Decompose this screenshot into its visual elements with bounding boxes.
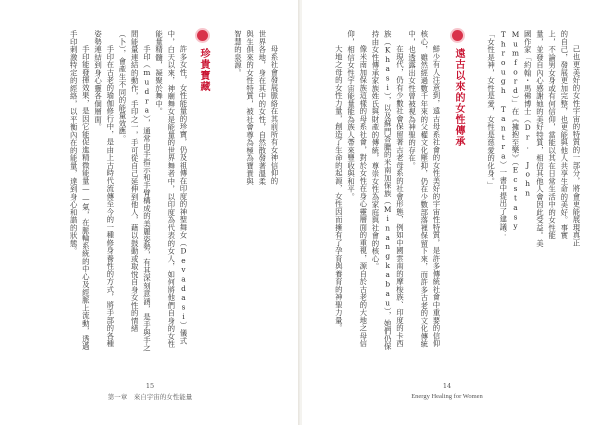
left-paragraph-1: 許多女性，女性能量的珍寶，仍及祖傳在印度的神聖舞女（Devadasi）儀式中，白天以來，神廟舞女是能量的世界舞者中，以印度為代表的女人，如何將他們自身的女性能量精髓，凝聚於舞中。 <box>154 30 188 348</box>
right-body-text <box>322 30 442 352</box>
page-number: 14 <box>442 382 452 390</box>
right-footer <box>392 382 502 400</box>
right-paragraph-1: 鮮少有人注意到，遠古母系社會的女性美好的宇宙性特質，是許多傳統社會中重要的信仰核心，雖然經過數千年來的父權文化壓抑，仍在少數部落裡保留下來，而許多古老的文化傳統中，也透露出女性曾被視為神聖的存在。 <box>407 30 441 348</box>
right-page <box>302 0 600 425</box>
left-paragraph-4: 手印能發揮效果，是因它能促進精微能量——氣，在脈輪系統的中心及經脈上流動，透過手印刺激特定的經絡，以平衡內在的能量，達到身心和諧的狀態。 <box>69 30 91 351</box>
section-heading-right: 遠古以來的女性傳承 <box>453 48 464 147</box>
running-title: 第一章 來自宇宙的女性能量 <box>107 393 193 401</box>
left-footer <box>95 382 205 401</box>
running-title: Energy Healing for Women <box>411 393 483 400</box>
left-paragraph-3: 手印在古老的瑜伽修行中，是由上古時代流傳至今的一種修身養性的方式，將手部的各種姿勢連結到身心靈各個層面。 <box>93 30 115 348</box>
section-bullet-icon <box>197 30 208 41</box>
left-paragraph-2: 手印（mudra），通常由手指示和手臂構成的美麗姿勢，有其深刻意涵，是手與手之間能量連結的動作，手印之一，手可從自己延伸到他人，藉以鼓動或取悅自身女性的情緒（卜），會產生不同的能量效應。 <box>117 30 152 352</box>
right-paragraph-2: 在現代，仍有少數社會保留著古老母系的社會形態，例如中國雲南的摩梭族、印度的卡西族（Khasi），以及蘇門答臘的米南加保族（Minangkabau），她們仍保持由女性傳承家族姓氏與財產的傳統，尊崇女性為家庭與社會的核心。 <box>370 30 405 351</box>
right-paragraph-4: 大地之母的女性力量，創造了生命的起源，女性因而擁有了孕育與養育的神聖力量。 <box>334 44 344 332</box>
left-body-text <box>24 30 189 352</box>
right-paragraph-3: 像米南加保族這樣的母系社會，對於女性在身心靈層面的重視，源自於古老的大地之母信仰，相信女性宇宙能量能為族人帶來豐收與和平。 <box>346 30 368 348</box>
section-heading-left: 珍貴寶藏 <box>198 48 209 92</box>
section-bullet-icon <box>452 30 463 41</box>
page-number: 15 <box>145 382 155 390</box>
left-top-paragraph: 母系社會發展脈絡在其前所有女神信仰的世界各地，身在其中的女性，自然散發著溫柔與生俱來的女性特質，被社會尊為極為寶貴與智慧的泉源。 <box>233 30 279 185</box>
right-top-paragraph: 己也更美好的女性宇宙的特質的一部分，將會更能展現真正的自己，發展更加完整，也更能與他人共享生命的美好。事實上，不論男女身或有何信仰，當能以其在日常生活中的女性能量，並發自內心感謝她的美好特質，相信其他人會因此受益。美國作家「約翰・馬佛博士（Dr. John Mumford）」在《擁抱至樂》（Ecstasy Through Tantra）一書中提出了建議：「女性是神，女性是愛，女性是慈愛的化身。」 <box>486 30 581 247</box>
